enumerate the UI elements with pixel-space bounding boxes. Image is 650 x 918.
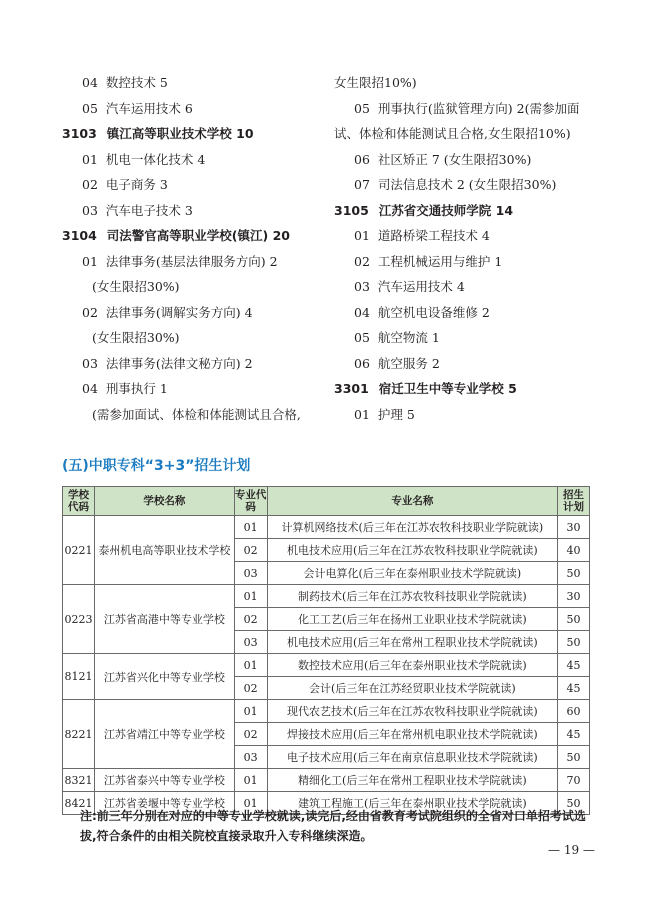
major-entry — [62, 376, 332, 402]
entry-text: (需参加面试、体检和体能测试且合格, — [92, 406, 301, 422]
plan-cell: 45 — [558, 677, 590, 700]
plan-cell: 50 — [558, 792, 590, 815]
major-name-cell: 数控技术应用(后三年在泰州职业技术学院就读) — [267, 654, 557, 677]
school-code-cell: 8421 — [63, 792, 95, 815]
major-entry — [62, 70, 332, 96]
entry-text: 道路桥梁工程技术 4 — [377, 228, 490, 243]
major-entry — [334, 249, 604, 275]
school-entry — [62, 121, 332, 147]
table-row — [63, 585, 590, 608]
major-entry — [334, 147, 604, 173]
school-code-cell: 0223 — [63, 585, 95, 654]
major-name-cell: 现代农艺技术(后三年在江苏农牧科技职业学院就读) — [267, 700, 557, 723]
entry-code: 04 — [82, 75, 98, 90]
major-entry — [62, 147, 332, 173]
major-code-cell: 01 — [234, 585, 267, 608]
table-body — [63, 516, 590, 815]
plan-cell: 60 — [558, 700, 590, 723]
header-major-code: 专业代码 — [234, 487, 267, 516]
footnote: 注:前三年分别在对应的中等专业学校就读,读完后,经由省教育考试院组织的全省对口单招考试选拔,符合条件的由相关院校直接录取升入专科继续深造。 — [80, 809, 586, 843]
entry-code: 01 — [354, 228, 370, 243]
school-entry — [62, 223, 332, 249]
major-entry — [62, 300, 332, 326]
entry-text: (女生限招30%) — [92, 279, 180, 294]
entry-code: 01 — [82, 151, 98, 167]
entry-code: 05 — [354, 330, 370, 345]
entry-text: 汽车运用技术 6 — [105, 100, 193, 116]
major-name-cell: 建筑工程施工(后三年在泰州职业技术学院就读) — [267, 792, 557, 815]
major-name-cell: 焊接技术应用(后三年在常州机电职业技术学院就读) — [267, 723, 557, 746]
major-entry — [334, 351, 604, 377]
major-entry — [334, 274, 604, 300]
header-plan: 招生计划 — [558, 487, 590, 516]
entry-text: 数控技术 5 — [105, 75, 168, 90]
major-code-cell: 03 — [234, 562, 267, 585]
entry-code: 02 — [82, 177, 98, 192]
entry-text: 女生限招10%) — [334, 75, 417, 90]
entry-text: 司法警官高等职业学校(镇江) 20 — [106, 228, 290, 243]
major-name-cell: 制药技术(后三年在江苏农牧科技职业学院就读) — [267, 585, 557, 608]
school-entry — [334, 198, 604, 224]
entry-text: 汽车电子技术 3 — [105, 202, 193, 218]
major-entry — [62, 402, 332, 428]
entry-text: 镇江高等职业技术学校 10 — [106, 126, 254, 141]
school-name-cell: 泰州机电高等职业技术学校 — [94, 516, 234, 585]
entry-code: 01 — [354, 406, 370, 422]
entry-text: 法律事务(调解实务方向) 4 — [105, 304, 253, 320]
enrollment-plan-table — [62, 486, 590, 815]
entry-text: 刑事执行 1 — [105, 381, 168, 396]
header-school-code: 学校代码 — [63, 487, 95, 516]
entry-text: 江苏省交通技师学院 14 — [378, 202, 514, 218]
plan-cell: 50 — [558, 746, 590, 769]
major-entry — [62, 198, 332, 224]
school-name-cell: 江苏省泰兴中等专业学校 — [94, 769, 234, 792]
entry-text: 航空物流 1 — [377, 330, 440, 345]
entry-text: (女生限招30%) — [92, 330, 180, 345]
entry-text: 社区矫正 7 (女生限招30%) — [377, 151, 532, 167]
entry-text: 工程机械运用与维护 1 — [377, 253, 503, 269]
plan-cell: 30 — [558, 516, 590, 539]
major-entry — [334, 70, 604, 96]
plan-cell: 45 — [558, 723, 590, 746]
table-header-row — [63, 487, 590, 516]
major-entry — [62, 274, 332, 300]
page-number: — 19 — — [548, 843, 595, 857]
entry-code: 06 — [354, 355, 370, 371]
header-major-name: 专业名称 — [267, 487, 557, 516]
table-row — [63, 516, 590, 539]
major-entry — [62, 96, 332, 122]
major-name-cell: 精细化工(后三年在常州工程职业技术学院就读) — [267, 769, 557, 792]
entry-code: 3105 — [334, 202, 369, 218]
entry-text: 机电一体化技术 4 — [105, 151, 206, 167]
major-entry — [334, 223, 604, 249]
entry-code: 04 — [354, 304, 370, 320]
major-name-cell: 机电技术应用(后三年在江苏农牧科技职业学院就读) — [267, 539, 557, 562]
plan-cell: 40 — [558, 539, 590, 562]
left-column — [62, 70, 332, 427]
plan-cell: 50 — [558, 631, 590, 654]
major-name-cell: 会计电算化(后三年在泰州职业技术学院就读) — [267, 562, 557, 585]
entry-text: 法律事务(基层法律服务方向) 2 — [105, 253, 278, 269]
major-entry — [62, 249, 332, 275]
entry-code: 07 — [354, 177, 370, 192]
major-code-cell: 01 — [234, 700, 267, 723]
major-code-cell: 02 — [234, 608, 267, 631]
major-entry — [334, 121, 604, 147]
entry-text: 刑事执行(监狱管理方向) 2(需参加面 — [377, 100, 580, 116]
major-name-cell: 化工工艺(后三年在扬州工业职业技术学院就读) — [267, 608, 557, 631]
entry-text: 法律事务(法律文秘方向) 2 — [105, 355, 253, 371]
entry-text: 护理 5 — [377, 406, 415, 422]
entry-code: 03 — [82, 202, 98, 218]
major-code-cell: 03 — [234, 631, 267, 654]
major-entry — [62, 325, 332, 351]
school-code-cell: 8321 — [63, 769, 95, 792]
school-code-cell: 8121 — [63, 654, 95, 700]
table-row — [63, 700, 590, 723]
school-entry — [334, 376, 604, 402]
entry-code: 05 — [82, 100, 98, 116]
entry-text: 司法信息技术 2 (女生限招30%) — [377, 177, 557, 192]
entry-code: 3103 — [62, 126, 97, 141]
entry-code: 01 — [82, 253, 98, 269]
entry-text: 试、体检和体能测试且合格,女生限招10%) — [334, 126, 571, 141]
major-entry — [62, 351, 332, 377]
plan-cell: 30 — [558, 585, 590, 608]
entry-text: 电子商务 3 — [105, 177, 168, 192]
school-name-cell: 江苏省姜堰中等专业学校 — [94, 792, 234, 815]
major-code-cell: 03 — [234, 746, 267, 769]
entry-code: 03 — [354, 279, 370, 294]
header-school-name: 学校名称 — [94, 487, 234, 516]
table-row — [63, 769, 590, 792]
major-entry — [334, 402, 604, 428]
entry-text: 宿迁卫生中等专业学校 5 — [378, 381, 517, 396]
major-name-cell: 电子技术应用(后三年在南京信息职业技术学院就读) — [267, 746, 557, 769]
major-entry — [334, 96, 604, 122]
entry-code: 02 — [354, 253, 370, 269]
plan-cell: 45 — [558, 654, 590, 677]
major-entry — [334, 325, 604, 351]
entry-code: 05 — [354, 100, 370, 116]
right-column — [334, 70, 604, 427]
school-code-cell: 0221 — [63, 516, 95, 585]
major-entry — [62, 172, 332, 198]
entry-code: 06 — [354, 151, 370, 167]
entry-code: 3301 — [334, 381, 369, 396]
plan-cell: 70 — [558, 769, 590, 792]
entry-code: 3104 — [62, 228, 97, 243]
major-code-cell: 02 — [234, 677, 267, 700]
entry-code: 02 — [82, 304, 98, 320]
major-entry — [334, 172, 604, 198]
plan-cell: 50 — [558, 608, 590, 631]
plan-cell: 50 — [558, 562, 590, 585]
major-code-cell: 01 — [234, 654, 267, 677]
section-title: (五)中职专科“3+3”招生计划 — [62, 458, 251, 474]
major-code-cell: 01 — [234, 792, 267, 815]
entry-text: 汽车运用技术 4 — [377, 279, 465, 294]
school-name-cell: 江苏省高港中等专业学校 — [94, 585, 234, 654]
major-name-cell: 机电技术应用(后三年在常州工程职业技术学院就读) — [267, 631, 557, 654]
major-code-cell: 01 — [234, 516, 267, 539]
school-code-cell: 8221 — [63, 700, 95, 769]
table-row — [63, 654, 590, 677]
entry-code: 03 — [82, 355, 98, 371]
entry-text: 航空机电设备维修 2 — [377, 304, 490, 320]
school-name-cell: 江苏省靖江中等专业学校 — [94, 700, 234, 769]
major-name-cell: 计算机网络技术(后三年在江苏农牧科技职业学院就读) — [267, 516, 557, 539]
major-code-cell: 01 — [234, 769, 267, 792]
entry-code: 04 — [82, 381, 98, 396]
major-name-cell: 会计(后三年在江苏经贸职业技术学院就读) — [267, 677, 557, 700]
school-name-cell: 江苏省兴化中等专业学校 — [94, 654, 234, 700]
major-code-cell: 02 — [234, 723, 267, 746]
entry-text: 航空服务 2 — [377, 355, 440, 371]
major-code-cell: 02 — [234, 539, 267, 562]
major-entry — [334, 300, 604, 326]
